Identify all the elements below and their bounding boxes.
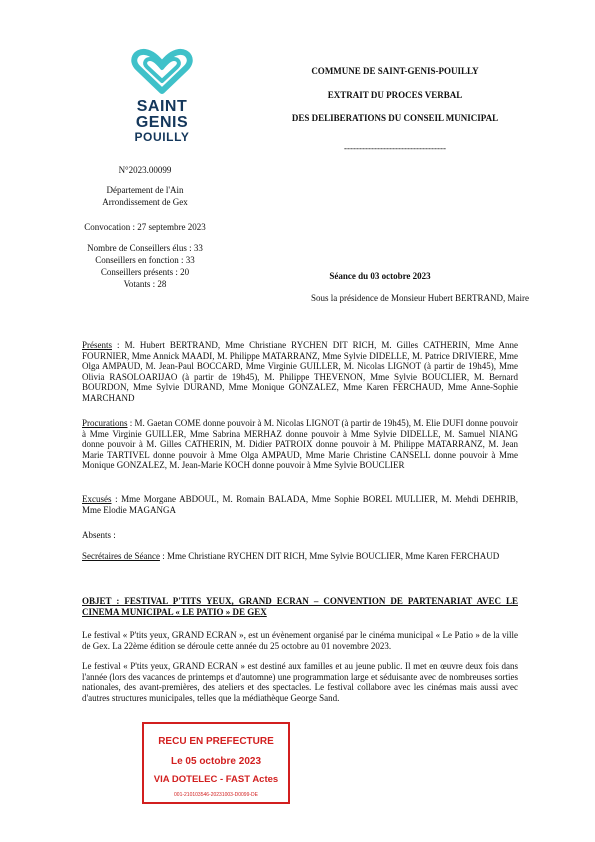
- stamp-line-2: Le 05 octobre 2023: [170, 756, 262, 767]
- doc-title-1: EXTRAIT DU PROCES VERBAL: [327, 90, 463, 100]
- logo-word-pouilly: POUILLY: [134, 130, 190, 144]
- objet-heading: [82, 596, 518, 617]
- stamp-line-4: 001-210103546-20231003-D0099-DE: [174, 792, 258, 798]
- excuses-paragraph: [82, 494, 518, 515]
- body-paragraph-2: Le festival « P'tits yeux, GRAND ECRAN » est destiné aux familles et au jeune public. Il met en œuvre deux fois dans l'année (lors des vacances de printemps et d'automne) une programmation large et séduisante avec de nombreuses sorties nationales, des avant-premières, des ateliers et des spectacles. Le festival collabore avec les cinémas mais aussi avec d'autres structures municipales, telles que la médiathèque George Sand.: [82, 661, 518, 703]
- heart-logo-icon: [112, 48, 212, 94]
- logo-word-genis: GENIS: [135, 114, 189, 131]
- seance-date: Séance du 03 octobre 2023: [329, 271, 431, 281]
- absents-label: Absents :: [82, 530, 116, 540]
- excuses-label: Excusés: [82, 494, 112, 504]
- stamp-line-1: RECU EN PREFECTURE: [158, 736, 274, 747]
- prefecture-stamp: [142, 722, 290, 804]
- excuses-text: : Mme Morgane ABDOUL, M. Romain BALADA, Mme Sophie BOREL MULLIER, M. Mehdi DEHRIB, Mme Elodie MAGANGA: [82, 494, 518, 515]
- presents-paragraph: [82, 340, 518, 403]
- doc-title-2: DES DELIBERATIONS DU CONSEIL MUNICIPAL: [291, 113, 499, 123]
- secretaires-label: Secrétaires de Séance: [82, 551, 160, 561]
- procurations-label: Procurations: [82, 418, 128, 428]
- conseillers-presents: Conseillers présents : 20: [100, 267, 190, 277]
- convocation-date: Convocation : 27 septembre 2023: [84, 222, 206, 232]
- seance-presidence: Sous la présidence de Monsieur Hubert BERTRAND, Maire: [311, 293, 529, 303]
- votants: Votants : 28: [123, 279, 167, 289]
- departement: Département de l'Ain: [106, 185, 184, 195]
- presents-text: : M. Hubert BERTRAND, Mme Christiane RYCHEN DIT RICH, M. Gilles CATHERIN, Mme Anne FOURNIER, Mme Annick MAADI, M. Philippe MATARRANZ, Mme Sylvie DIDELLE, M. Patrice DRIVIERE, Mme Olga AMPAUD, M. Jean-Paul BOCCARD, Mme Virginie GUILLER, M. Nicolas LIGNOT (à partir de 19h45), Mme Olivia RASOLOARIJAO (à partir de 19h45), M. Philippe THEVENON, Mme Sylvie BOUCLIER, M. Bernard BOURDON, Mme Sylvie DURAND, Mme Monique GONZALEZ, Mme Karen FERCHAUD, Mme Anne-Sophie MARCHAND: [82, 340, 518, 403]
- conseillers-elus: Nombre de Conseillers élus : 33: [87, 243, 203, 253]
- procurations-paragraph: [82, 418, 518, 471]
- objet-text: : FESTIVAL P'TITS YEUX, GRAND ECRAN – CONVENTION DE PARTENARIAT AVEC LE CINEMA MUNICIPAL « LE PATIO » DE GEX: [82, 596, 518, 617]
- logo: [112, 48, 212, 144]
- stamp-line-3: VIA DOTELEC - FAST Actes: [153, 774, 279, 785]
- commune-name: COMMUNE DE SAINT-GENIS-POUILLY: [311, 66, 479, 76]
- presents-label: Présents: [82, 340, 112, 350]
- deliberation-number: N°2023.00099: [118, 165, 172, 175]
- logo-word-saint: SAINT: [136, 98, 188, 115]
- body-paragraph-1: Le festival « P'tits yeux, GRAND ECRAN », est un évènement organisé par le cinéma municipal « Le Patio » de la ville de Gex. La 22ème édition se déroule cette année du 25 octobre au 01 novembre 2023.: [82, 630, 518, 651]
- secretaires-text: : Mme Christiane RYCHEN DIT RICH, Mme Sylvie BOUCLIER, Mme Karen FERCHAUD: [159, 551, 500, 561]
- separator: ----------------------------------: [344, 143, 446, 153]
- procurations-text: : M. Gaetan COME donne pouvoir à M. Nicolas LIGNOT (à partir de 19h45), M. Elie DUFI donne pouvoir à Mme Virginie GUILLER, Mme Sabrina MERHAZ donne pouvoir à Mme Sylvie DIDELLE, M. Samuel NIANG donne pouvoir à M. Gilles CATHERIN, M. Didier PATROIX donne pouvoir à M. Philippe MATARRANZ, M. Jean Marie TARTIVEL donne pouvoir à Mme Olga AMPAUD, Mme Marie Christine CANSELL donne pouvoir à Mme Monique GONZALEZ, M. Jean-Marie KOCH donne pouvoir à Mme Sylvie BOUCLIER: [82, 418, 519, 470]
- secretaires-paragraph: [82, 551, 518, 562]
- objet-label: OBJET: [82, 596, 112, 606]
- absents-paragraph: [82, 530, 518, 541]
- arrondissement: Arrondissement de Gex: [102, 197, 188, 207]
- conseillers-fonction: Conseillers en fonction : 33: [95, 255, 195, 265]
